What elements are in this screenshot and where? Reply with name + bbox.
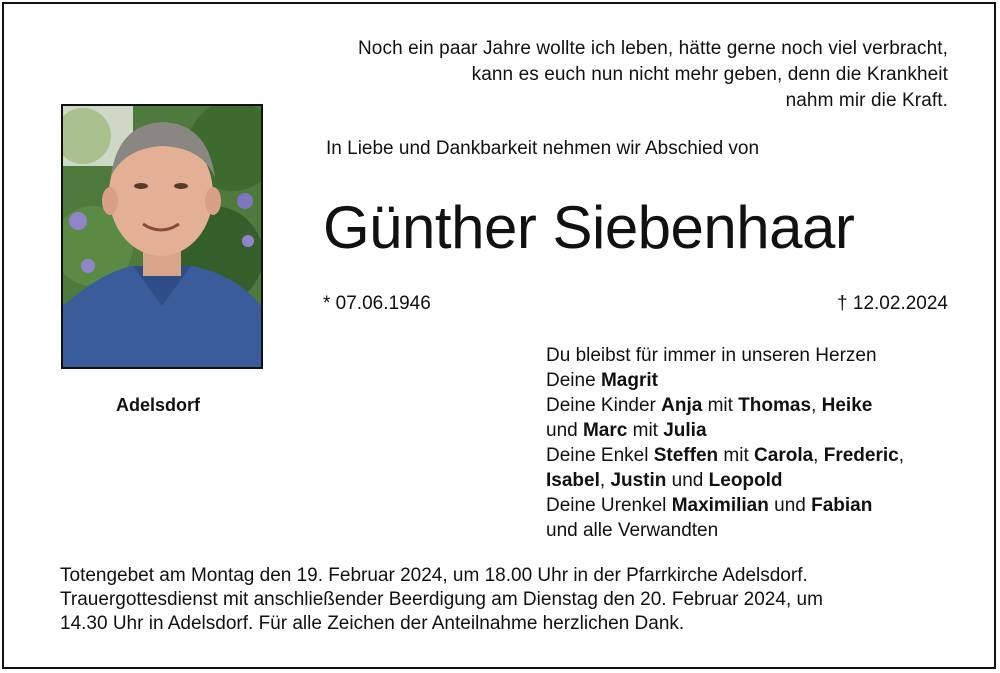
family-text: mit xyxy=(707,395,733,416)
family-member: Heike xyxy=(821,395,873,416)
service-line: Trauergottesdienst mit anschließender Beerdigung am Dienstag den 20. Februar 2024, um xyxy=(60,589,823,610)
death-date: † 12.02.2024 xyxy=(837,293,948,314)
family-line: und alle Verwandten xyxy=(546,520,719,541)
family-member: Carola xyxy=(754,445,814,466)
family-line xyxy=(546,393,904,418)
poem-line: nahm mir die Kraft. xyxy=(785,90,948,111)
family-member: Marc xyxy=(582,420,628,441)
birth-date: * 07.06.1946 xyxy=(323,293,431,314)
family-text: und xyxy=(546,420,578,441)
family-member: Leopold xyxy=(708,470,783,491)
portrait-photo xyxy=(61,104,263,369)
service-line: 14.30 Uhr in Adelsdorf. Für alle Zeichen der Anteilnahme herzlichen Dank. xyxy=(60,613,685,634)
family-member: Isabel xyxy=(546,470,600,491)
poem xyxy=(248,36,948,114)
family-line xyxy=(546,368,904,393)
family-text: , xyxy=(811,395,817,416)
poem-line: Noch ein paar Jahre wollte ich leben, hätte gerne noch viel verbracht, xyxy=(357,38,948,59)
family-text: Deine Enkel xyxy=(546,445,649,466)
family-member: Fabian xyxy=(811,495,873,516)
service-line: Totengebet am Montag den 19. Februar 2024, um 18.00 Uhr in der Pfarrkirche Adelsdorf. xyxy=(60,565,808,586)
place-label: Adelsdorf xyxy=(116,395,201,415)
family-text: Deine Kinder xyxy=(546,395,656,416)
family-line xyxy=(546,468,904,493)
family-member: Frederic xyxy=(823,445,899,466)
family-member: Justin xyxy=(610,470,667,491)
family-member: Magrit xyxy=(600,370,658,391)
family-member: Thomas xyxy=(738,395,812,416)
family-line xyxy=(546,443,904,468)
family-line: Du bleibst für immer in unseren Herzen xyxy=(546,345,877,366)
family-text: , xyxy=(599,470,606,491)
family-line xyxy=(546,418,904,443)
family-text: und xyxy=(671,470,704,491)
family-text: , xyxy=(898,445,904,466)
farewell-intro: In Liebe und Dankbarkeit nehmen wir Abschied von xyxy=(326,138,760,159)
family-member: Steffen xyxy=(653,445,719,466)
family-member: Julia xyxy=(663,420,707,441)
family-text: Deine xyxy=(546,370,596,391)
family-list xyxy=(546,343,904,543)
family-member: Maximilian xyxy=(671,495,769,516)
family-text: und xyxy=(774,495,806,516)
family-member: Anja xyxy=(661,395,703,416)
family-text: , xyxy=(813,445,819,466)
family-text: mit xyxy=(723,445,749,466)
family-text: Deine Urenkel xyxy=(546,495,667,516)
family-line xyxy=(546,493,904,518)
service-info xyxy=(60,564,823,636)
deceased-name: Günther Siebenhaar xyxy=(323,194,855,261)
poem-line: kann es euch nun nicht mehr geben, denn die Krankheit xyxy=(471,64,948,85)
family-text: mit xyxy=(632,420,658,441)
